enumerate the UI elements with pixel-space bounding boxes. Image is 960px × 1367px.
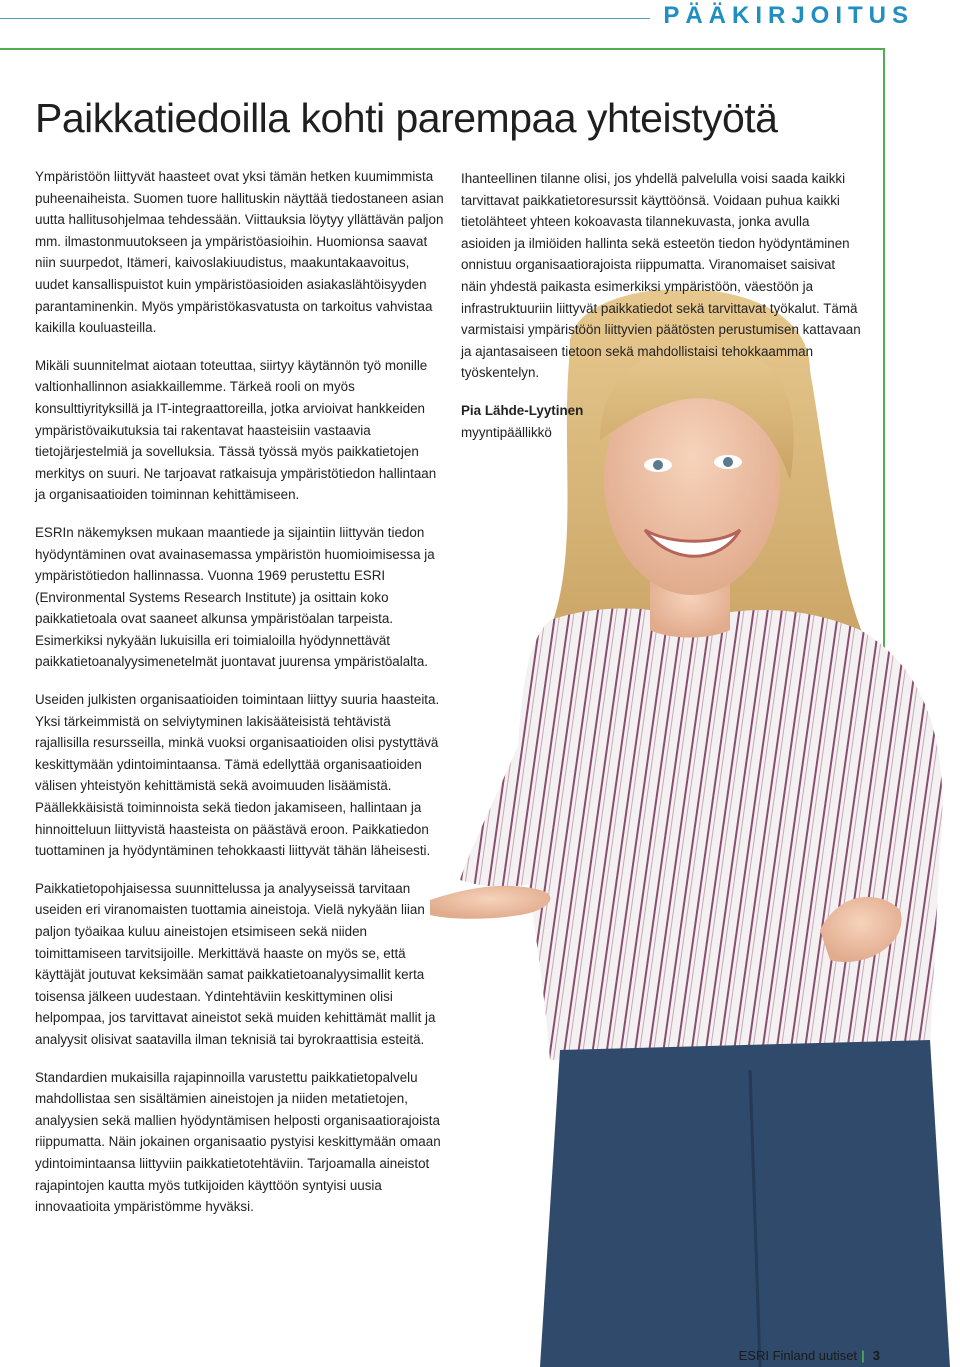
page-number: 3: [872, 1348, 880, 1363]
right-column: [461, 168, 861, 459]
page-footer: [739, 1348, 880, 1363]
paragraph: Standardien mukaisilla rajapinnoilla varustettu paikkatietopalvelu mahdollistaa sen sisältämien aineistojen ja niiden metatietojen, analyysien sekä mallien hyödyntämisen helposti organisaatiorajoista riippumatta. Näin jokainen organisaatio pystyisi keskittymään omaan ydintoimintaansa liittyviin paikkatietotehtäviin. Tarjoamalla aineistot rajapintojen kautta myös tutkijoiden käyttöön syntyisi uusia innovaatioita ympäristömme hyväksi.: [35, 1069, 441, 1215]
paragraph: Useiden julkisten organisaatioiden toimintaan liittyy suuria haasteita. Yksi tärkeimmistä on selviytyminen lakisääteisistä tehtävistä rajallisilla resursseilla, minkä vuoksi organisaatioiden olisi pystyttävä keskittymään ydintoimintaansa. Tämä edellyttää organisaatioiden välisen yhteistyön kehittämistä sekä avoimuuden lisäämistä. Päällekkäisistä toiminnoista sekä tiedon jakamiseen, hallintaan ja hinnoitteluun liittyvistä haasteista on päästävä eroon. Paikkatiedon tuottaminen ja hyödyntäminen tehokkaasti liittyvät tähän läheisesti.: [35, 692, 440, 859]
paragraph: ESRIn näkemyksen mukaan maantiede ja sijaintiin liittyvän tiedon hyödyntäminen ovat avainasemassa ympäristön huomioimisessa ja ympäristötiedon hallinnassa. Vuonna 1969 perustettu ESRI (Environmental Systems Research Institute) ja osittain koko paikkatietoala ovat saaneet alkunsa ympäristöalan tarpeista. Esimerkiksi nykyään lukuisilla eri toimialoilla hyödynnettävät paikkatietoanalyysimenetelmät juontavat juurensa ympäristöalalta.: [35, 524, 435, 670]
author-signature: [461, 400, 861, 443]
header-rule: [0, 18, 650, 19]
paragraph: Paikkatietopohjaisessa suunnittelussa ja analyyseissä tarvitaan useiden eri viranomaisten tuottamia aineistoja. Vielä nykyään liian paljon työaikaa kuluu aineistojen etsimiseen sekä niiden toimittamiseen tarvitsijoille. Merkittävä haaste on myös se, että käyttäjät joutuvat keksimään samat paikkatietoanalyysimallit kerta toisensa jälkeen uudestaan. Ydintehtäviin keskittyminen olisi helpompaa, jos tarvittavat aineistot sekä muiden kehittämät mallit ja analyysit olisivat saatavilla ilman teknisiä tai byrokraattisia esteitä.: [35, 880, 436, 1047]
article-title: Paikkatiedoilla kohti parempaa yhteistyötä: [35, 95, 778, 141]
paragraph: Ympäristöön liittyvät haasteet ovat yksi tämän hetken kuumimmista puheenaiheista. Suomen tuore hallituskin näyttää tiedostaneen asian uutta hallitusohjelmaa tehdessään. Viittauksia löytyy yllättävän paljon mm. ilmastonmuutokseen ja ympäristöasioihin. Huomionsa saavat niin suurpedot, Itämeri, kaivoslakiuudistus, maakuntakaavoitus, uudet kansallispuistot kuin ympäristöasioiden asiakaslähtöisyyden parantaminenkin. Myös ympäristökasvatusta on tarkoitus vahvistaa kaikilla kouluasteilla.: [35, 169, 444, 336]
paragraph: Mikäli suunnitelmat aiotaan toteuttaa, siirtyy käytännön työ monille valtionhallinnon asiakkaillemme. Tärkeä rooli on myös konsulttiyrityksillä ja IT-integraattoreilla, jotka arvioivat hankkeiden ympäristövaikutuksia tai rakentavat haasteisiin vastaavia tietojärjestelmiä ja sovelluksia. Tässä työssä myös paikkatietojen merkitys on suuri. Ne tarjoavat ratkaisuja ympäristötiedon hallintaan ja organisaatioiden toiminnan kehittämiseen.: [35, 357, 437, 503]
publication-name: ESRI Finland uutiset: [738, 1348, 858, 1363]
author-role: myyntipäällikkö: [461, 424, 552, 440]
author-name: Pia Lähde-Lyytinen: [461, 402, 584, 418]
left-column: [35, 166, 445, 1234]
section-label: PÄÄKIRJOITUS: [663, 2, 914, 29]
paragraph: Ihanteellinen tilanne olisi, jos yhdellä palvelulla voisi saada kaikki tarvittavat paikkatietoresurssit käyttöönsä. Voidaan puhua kaikki tietolähteet yhteen kokoavasta tilannekuvasta, jonka avulla asioiden ja ilmiöiden hallinta sekä esteetön tiedon hyödyntäminen onnistuu organisaatiorajoista riippumatta. Viranomaiset saisivat näin yhdestä paikasta esimerkiksi ympäristöön, väestöön ja infrastruktuuriin liittyvät paikkatiedot sekä tarvittavat työkalut. Tämä varmistaisi ympäristöön liittyvien päätösten perustumisen kattavaan ja ajantasaiseen tietoon sekä mahdollistaisi tehokkaamman työskentelyn.: [461, 171, 861, 381]
footer-separator: |: [861, 1348, 865, 1363]
